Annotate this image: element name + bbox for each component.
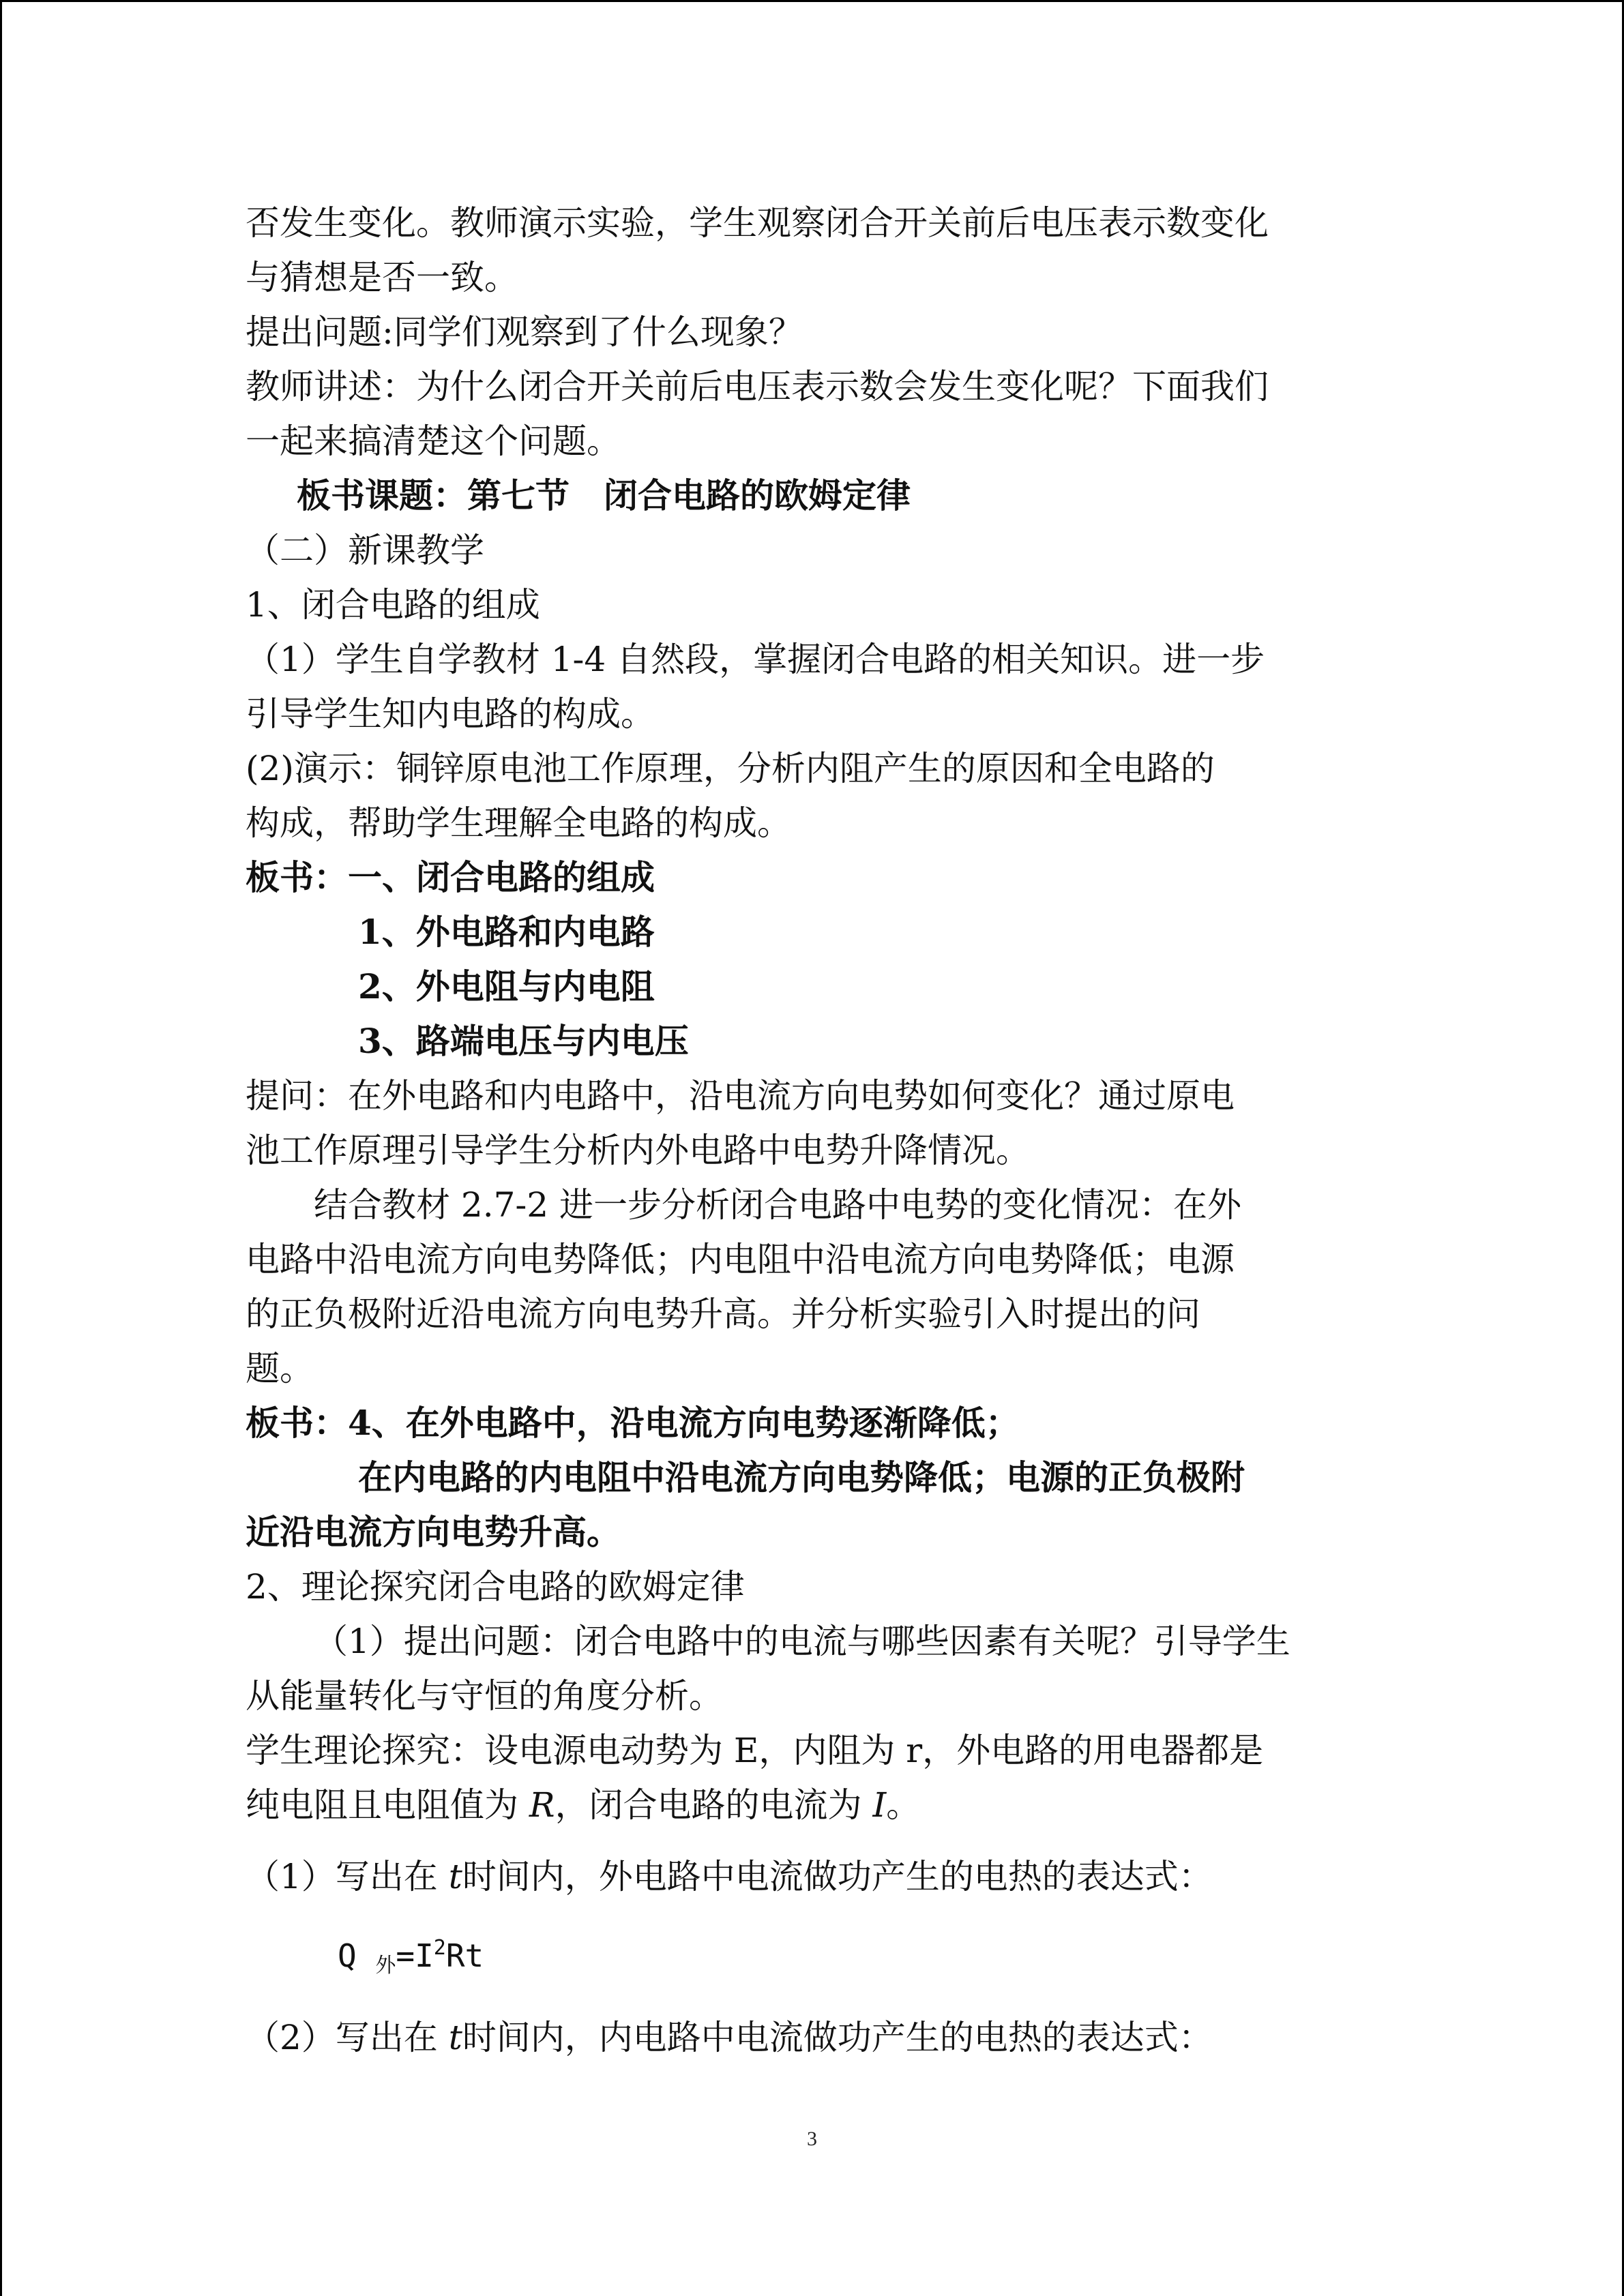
text-line [246,1778,1405,1832]
text-line: 教师讲述：为什么闭合开关前后电压表示数会发生变化呢？下面我们 [246,367,1269,406]
formula-superscript: 2 [433,1936,446,1960]
subsection-heading: （二）新课教学 [246,531,484,570]
text-fragment: 时间内，外电路中电流做功产生的电热的表达式： [462,1857,1213,1896]
document-body [246,196,1405,2065]
board-note: 板书：4、在外电路中，沿电流方向电势逐渐降低； [246,1403,1020,1443]
board-note-item: 3、路端电压与内电压 [358,1021,689,1061]
variable-I: I [872,1785,887,1825]
board-note-item: 1、外电路和内电路 [358,912,655,952]
board-note-item: 2、外电阻与内电阻 [358,966,655,1007]
board-note-item: 在内电路的内电阻中沿电流方向电势降低；电源的正负极附 [358,1457,1245,1497]
text-line: 从能量转化与守恒的角度分析。 [246,1676,723,1716]
question-line [246,2010,1405,2065]
page-number: 3 [807,2128,817,2150]
page-border-left [0,0,2,2296]
text-line: 与猜想是否一致。 [246,258,518,297]
text-line: 学生理论探究：设电源电动势为 E，内阻为 r，外电路的用电器都是 [246,1731,1264,1770]
text-line: 电路中沿电流方向电势降低；内电阻中沿电流方向电势降低；电源 [246,1240,1235,1279]
variable-t: t [448,1857,462,1896]
text-fragment: （2）写出在 [246,2018,449,2057]
text-line: 结合教材 2.7-2 进一步分析闭合电路中电势的变化情况：在外 [314,1185,1242,1225]
text-fragment: （1）写出在 [246,1857,449,1896]
variable-R: R [529,1785,555,1825]
subsection-heading: 2、理论探究闭合电路的欧姆定律 [246,1567,745,1607]
section-heading: 板书课题：第七节 闭合电路的欧姆定律 [297,475,911,516]
text-fragment: 纯电阻且电阻值为 [246,1785,529,1825]
question-line [246,1849,1405,1904]
text-fragment: 。 [886,1785,921,1825]
text-line: 引导学生知内电路的构成。 [246,694,655,734]
text-fragment: 时间内，内电路中电流做功产生的电热的表达式： [462,2018,1213,2057]
formula-q-external [246,1921,1405,1993]
text-line: 提出问题:同学们观察到了什么现象？ [246,312,803,352]
text-line: （1）提出问题：闭合电路中的电流与哪些因素有关呢？引导学生 [314,1622,1290,1661]
spacer [246,1832,1405,1849]
text-line: 否发生变化。教师演示实验，学生观察闭合开关前后电压表示数变化 [246,203,1269,243]
text-line: 题。 [246,1349,314,1388]
board-note: 板书：一、闭合电路的组成 [246,857,655,897]
subsection-heading: 1、闭合电路的组成 [246,585,540,625]
text-line: 提问：在外电路和内电路中，沿电流方向电势如何变化？通过原电 [246,1076,1235,1116]
text-line: 的正负极附近沿电流方向电势升高。并分析实验引入时提出的问 [246,1294,1200,1334]
formula-subscript: 外 [375,1954,396,1978]
text-line: 一起来搞清楚这个问题。 [246,421,621,461]
formula-symbol: Q [338,1937,357,1974]
text-line: (2)演示：铜锌原电池工作原理，分析内阻产生的原因和全电路的 [246,749,1215,788]
text-line: 构成，帮助学生理解全电路的构成。 [246,803,791,843]
text-line: （1）学生自学教材 1-4 自然段，掌握闭合电路的相关知识。进一步 [246,640,1265,679]
page-border-top [0,0,1624,2]
formula-rest: Rt [445,1937,484,1974]
formula-equals: =I [396,1937,434,1974]
text-fragment: ，闭合电路的电流为 [555,1785,873,1825]
text-line: 池工作原理引导学生分析内外电路中电势升降情况。 [246,1131,1030,1170]
spacer [246,1993,1405,2010]
variable-t: t [448,2018,462,2057]
spacer [246,1904,1405,1921]
board-note-item: 近沿电流方向电势升高。 [246,1512,621,1552]
